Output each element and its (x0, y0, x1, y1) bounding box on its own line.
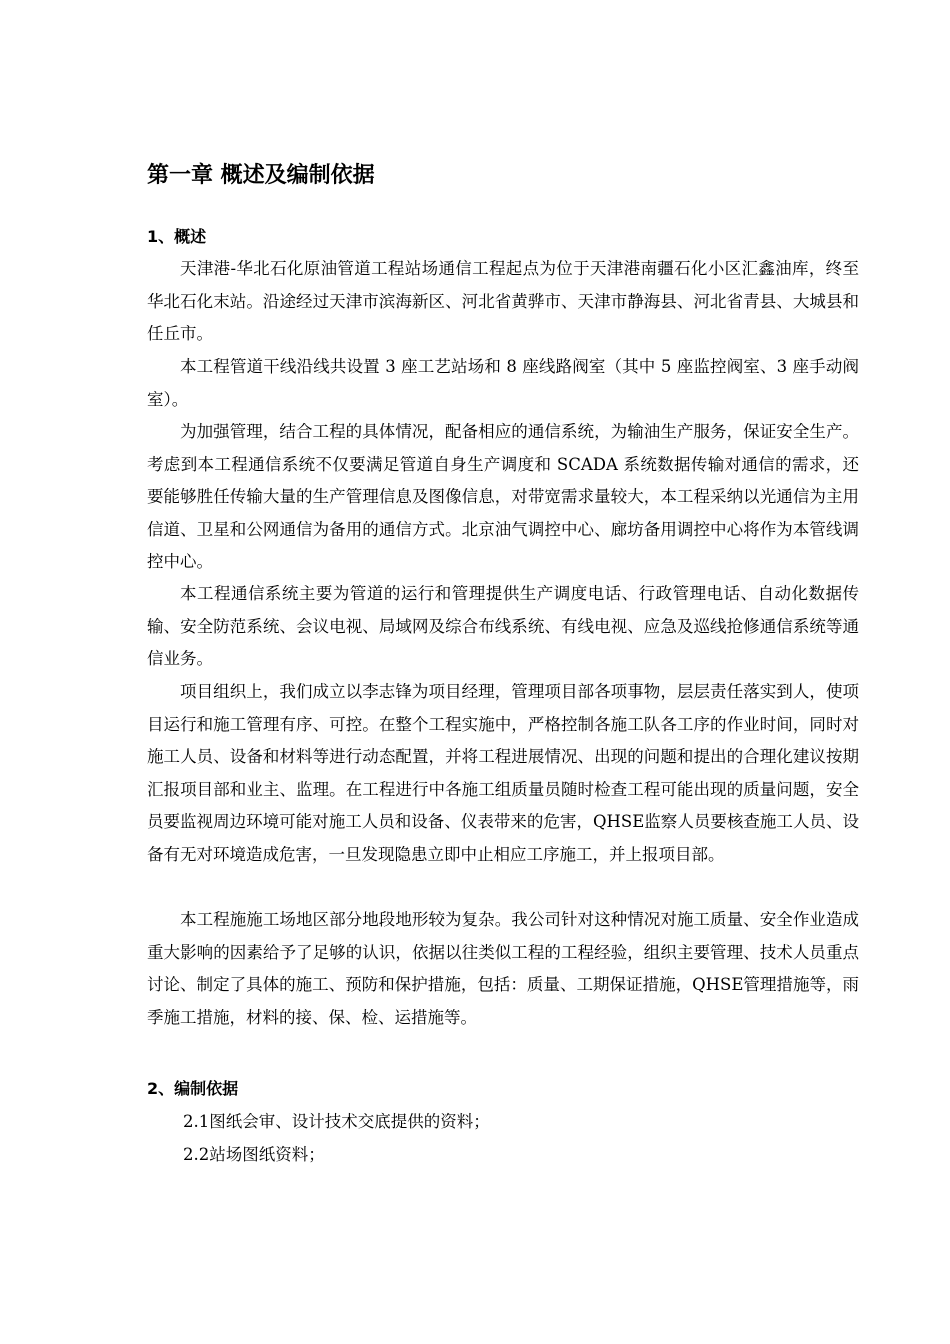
paragraph: 为加强管理，结合工程的具体情况，配备相应的通信系统，为输油生产服务，保证安全生产。考虑到本工程通信系统不仅要满足管道自身生产调度和 SCADA 系统数据传输对通信的需求，还要能够胜任传输大量的生产管理信息及图像信息，对带宽需求量较大，本工程采纳以光通信为主用信道、卫星和公网通信为备用的通信方式。北京油气调控中心、廊坊备用调控中心将作为本管线调控中心。 (147, 422, 859, 572)
paragraph: 本工程管道干线沿线共设置 3 座工艺站场和 8 座线路阀室（其中 5 座监控阀室、3 座手动阀室）。 (147, 357, 859, 409)
paragraph: 本工程通信系统主要为管道的运行和管理提供生产调度电话、行政管理电话、自动化数据传输、安全防范系统、会议电视、局域网及综合布线系统、有线电视、应急及巡线抢修通信系统等通信业务。 (147, 584, 859, 669)
list-item: 2.2站场图纸资料； (183, 1145, 325, 1164)
paragraph: 项目组织上，我们成立以李志锋为项目经理，管理项目部各项事物，层层责任落实到人，使项目运行和施工管理有序、可控。在整个工程实施中，严格控制各施工队各工序的作业时间，同时对施工人员、设备和材料等进行动态配置，并将工程进展情况、出现的问题和提出的合理化建议按期汇报项目部和业主、监理。在工程进行中各施工组质量员随时检查工程可能出现的质量问题，安全员要监视周边环境可能对施工人员和设备、仪表带来的危害，QHSE监察人员要核查施工人员、设备有无对环境造成危害，一旦发现隐患立即中止相应工序施工，并上报项目部。 (147, 682, 859, 864)
section-heading-basis: 2、编制依据 (147, 1079, 239, 1098)
paragraph: 天津港-华北石化原油管道工程站场通信工程起点为位于天津港南疆石化小区汇鑫油库，终至华北石化末站。沿途经过天津市滨海新区、河北省黄骅市、天津市静海县、河北省青县、大城县和任丘市。 (147, 259, 859, 344)
section-heading-overview: 1、概述 (147, 227, 207, 246)
list-item: 2.1图纸会审、设计技术交底提供的资料； (183, 1112, 490, 1131)
paragraph: 本工程施施工场地区部分地段地形较为复杂。我公司针对这种情况对施工质量、安全作业造成重大影响的因素给予了足够的认识，依据以往类似工程的工程经验，组织主要管理、技术人员重点讨论、制定了具体的施工、预防和保护措施，包括：质量、工期保证措施，QHSE管理措施等，雨季施工措施，材料的接、保、检、运措施等。 (147, 910, 859, 1027)
chapter-title: 第一章 概述及编制依据 (147, 163, 375, 188)
